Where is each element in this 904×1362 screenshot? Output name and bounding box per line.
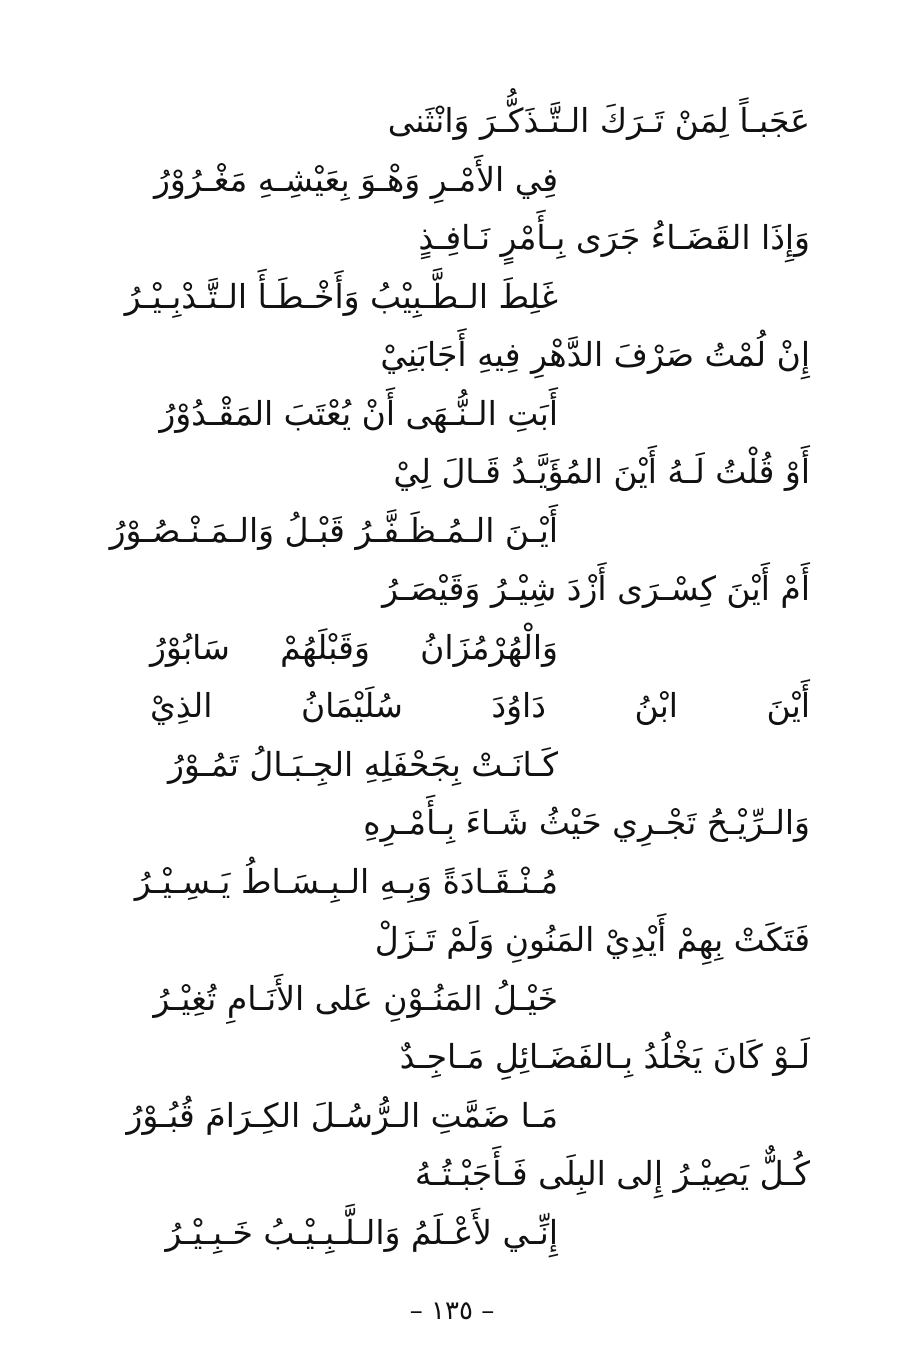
poem [109,92,810,1262]
verse-line-spread [150,677,810,736]
verse-line: فَتَكَتْ بِهِمْ أَيْدِيْ المَنُونِ وَلَمْ تَـزَلْ [374,920,810,959]
verse-line: إِنْ لُمْتُ صَرْفَ الدَّهْرِ فِيهِ أَجَابَنِيْ [380,335,810,374]
verse-line-spread [150,619,810,678]
verse-line: كُـلٌّ يَصِيْـرُ إِلى البِلَى فَـأَجَبْـتُـهُ [414,1154,810,1193]
verse-line: عَجَبـاً لِمَنْ تَـرَكَ الـتَّـذَكُّـرَ وَانْثَنى [387,101,810,140]
verse-line: لَـوْ كَانَ يَخْلُدُ بِـالفَضَـائِلِ مَـاجِـدٌ [399,1037,810,1076]
verse-line: أَمْ أَيْنَ كِسْـرَى أَزْدَ شِيْـرُ وَقَيْصَـرُ [382,569,810,608]
verse-line: مَـا ضَمَّتِ الـرُّسُـلَ الكِـرَامَ قُبُـوْرُ [126,1095,558,1135]
verse-word: سَابُوْرُ [150,627,230,667]
verse-line: أَيْـنَ الـمُـظَـفَّـرُ قَبْـلُ وَالـمَـنْـصُـوْرُ [109,510,558,550]
verse-line: كَـانَـتْ بِجَحْفَلِهِ الجِـبَـالُ تَمُـوْرُ [167,744,558,784]
verse-line: إِنِّـي لأَعْـلَمُ وَالـلَّـبِـيْـبُ خَـبِـيْـرُ [165,1212,558,1252]
verse-word: وَقَبْلَهُمْ [280,627,370,667]
verse-word: ابْنُ [634,686,678,725]
verse-line: أَوْ قُلْتُ لَـهُ أَيْنَ المُؤَيَّـدُ قَـالَ لِيْ [393,452,810,491]
verse-line: خَيْـلُ المَنُـوْنِ عَلى الأَنَـامِ تُغِيْـرُ [153,978,558,1018]
verse-line: أَبَتِ الـنُّـهَى أَنْ يُعْتَبَ المَقْـدُوْرُ [159,393,558,433]
verse-line: وَإِذَا القَضَـاءُ جَرَى بِـأَمْرٍ نَـافِـذٍ [418,218,810,257]
verse-line: غَلِطَ الـطَّـبِيْبُ وَأَخْـطَـأَ الـتَّـدْبِـيْـرُ [124,276,558,316]
verse-line: مُـنْـقَـادَةً وَبِـهِ الـبِـسَـاطُ يَـسِـيْـرُ [134,861,558,901]
verse-line: وَالـرِّيْـحُ تَجْـرِي حَيْثُ شَـاءَ بِـأَمْـرِهِ [363,803,810,842]
page-number: – ١٣٥ – [409,1296,495,1326]
verse-word: أَيْنَ [766,686,810,725]
verse-word: دَاوُدَ [491,686,546,725]
verse-word: وَالْهُرْمُزَانُ [420,627,558,667]
verse-line: فِي الأَمْـرِ وَهْـوَ بِعَيْشِـهِ مَغْـرُوْرُ [153,159,558,199]
verse-word: سُلَيْمَانُ [300,686,403,725]
verse-word: الذِيْ [150,686,213,725]
